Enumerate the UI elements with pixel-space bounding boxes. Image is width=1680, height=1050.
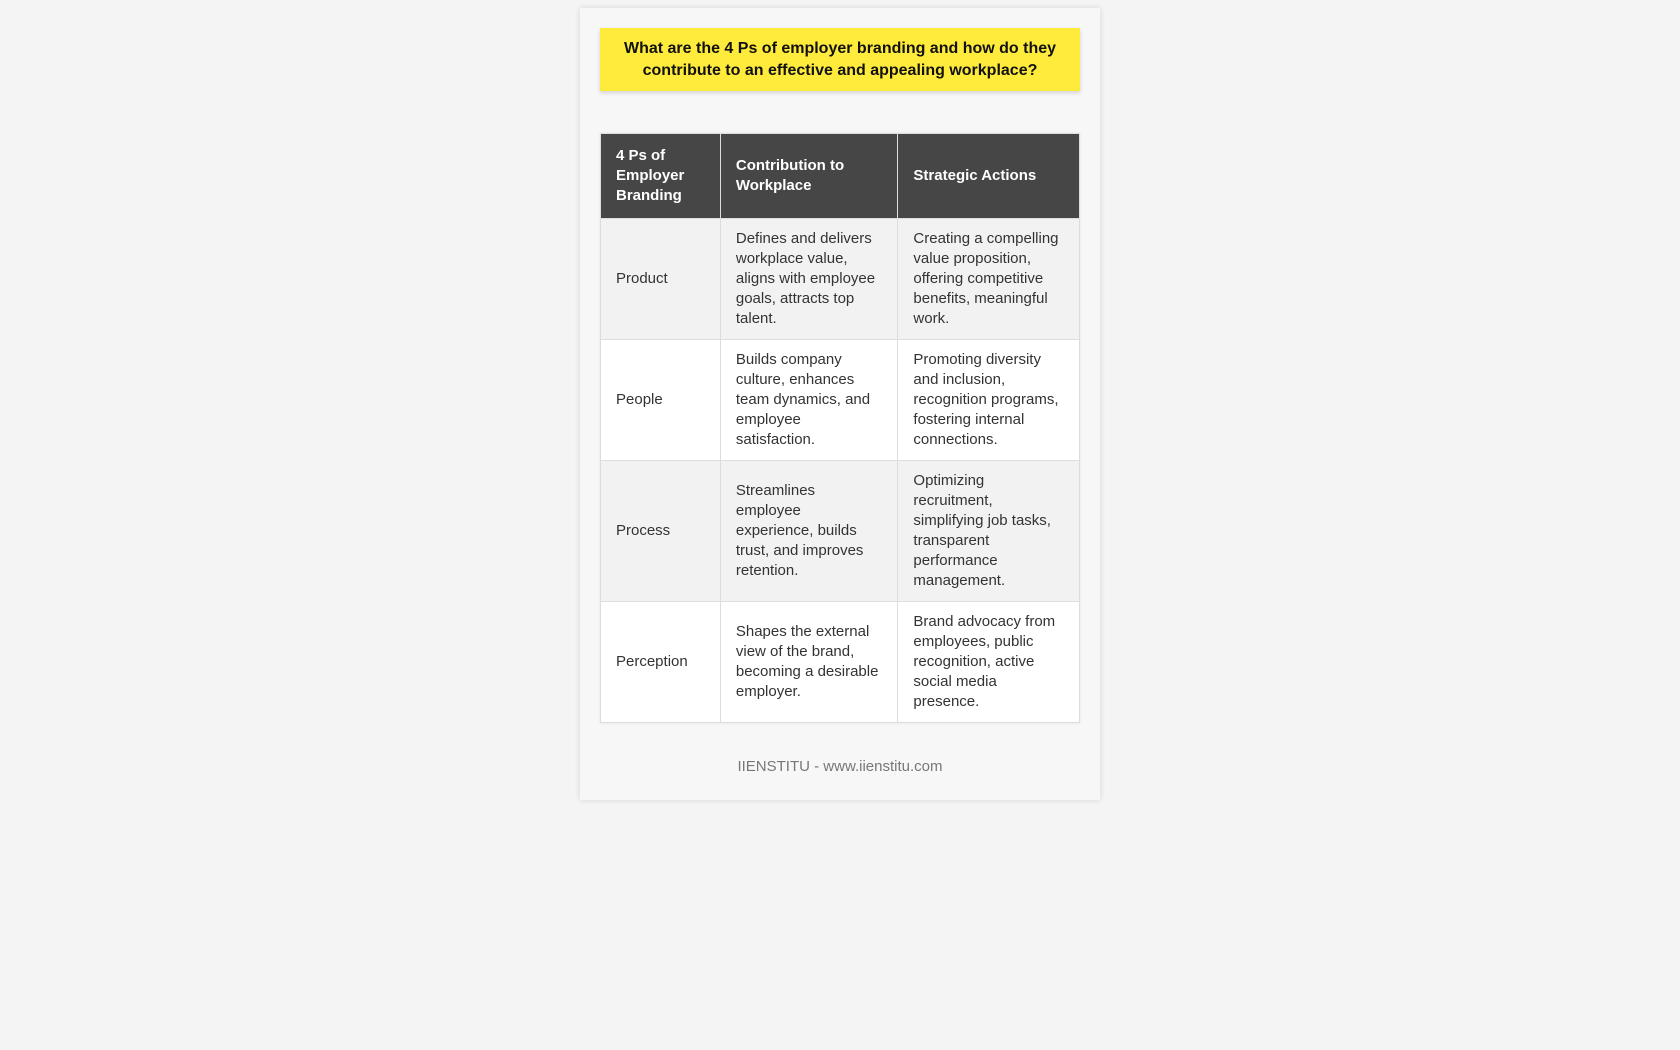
cell-actions: Brand advocacy from employees, public recognition, active social media presence. xyxy=(898,602,1080,723)
column-header-actions: Strategic Actions xyxy=(898,134,1080,219)
cell-contribution: Shapes the external view of the brand, becoming a desirable employer. xyxy=(720,602,898,723)
cell-p: People xyxy=(601,340,721,461)
cell-contribution: Builds company culture, enhances team dynamics, and employee satisfaction. xyxy=(720,340,898,461)
cell-actions: Optimizing recruitment, simplifying job tasks, transparent performance management. xyxy=(898,461,1080,602)
cell-p: Perception xyxy=(601,602,721,723)
cell-contribution: Defines and delivers workplace value, aligns with employee goals, attracts top talent. xyxy=(720,219,898,340)
page-title: What are the 4 Ps of employer branding and how do they contribute to an effective and appealing workplace? xyxy=(623,39,1057,79)
table-row xyxy=(601,340,1080,461)
column-header-contribution: Contribution to Workplace xyxy=(720,134,898,219)
cell-actions: Creating a compelling value proposition, offering competitive benefits, meaningful work. xyxy=(898,219,1080,340)
table-row xyxy=(601,219,1080,340)
cell-contribution: Streamlines employee experience, builds trust, and improves retention. xyxy=(720,461,898,602)
cell-p: Process xyxy=(601,461,721,602)
table-row xyxy=(601,461,1080,602)
question-title-box xyxy=(600,28,1080,91)
table-row xyxy=(601,602,1080,723)
table-header-row xyxy=(601,134,1080,219)
content-card xyxy=(580,8,1100,800)
cell-actions: Promoting diversity and inclusion, recognition programs, fostering internal connections. xyxy=(898,340,1080,461)
footer-credit: IIENSTITU - www.iienstitu.com xyxy=(737,758,943,775)
cell-p: Product xyxy=(601,219,721,340)
column-header-4ps: 4 Ps of Employer Branding xyxy=(601,134,721,219)
employer-branding-table xyxy=(600,133,1080,723)
